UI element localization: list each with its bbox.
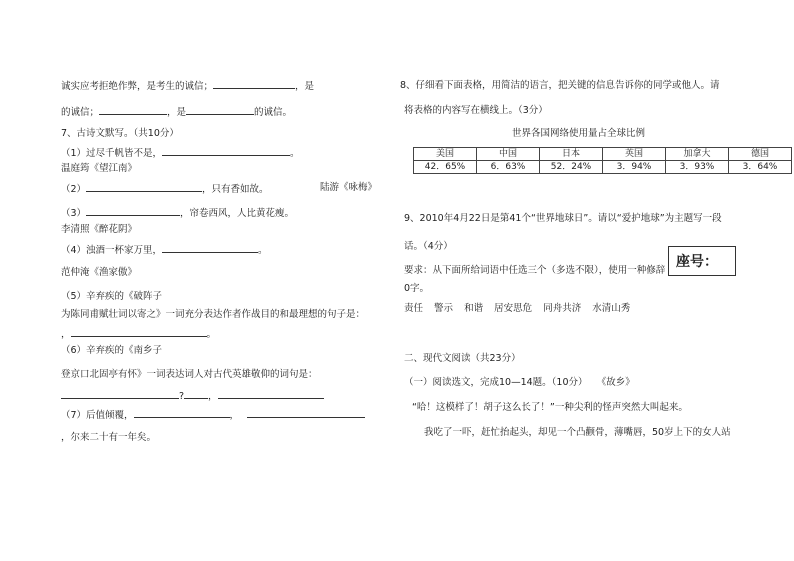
q7-item-2: （2） ，只有香如故。	[61, 184, 269, 195]
question-9-line-2: 话。（4分）	[404, 241, 453, 252]
answer-blank[interactable]	[86, 182, 202, 192]
question-9-requirement-end: 0字。	[404, 283, 430, 294]
answer-blank[interactable]	[184, 389, 208, 399]
passage-paragraph-2: 我吃了一吓，赶忙抬起头，却见一个凸颧骨，薄嘴唇，50岁上下的女人站	[424, 427, 731, 438]
line-integrity-1: 诚实应考拒绝作弊，是考生的诚信； ，是	[61, 81, 315, 92]
table-title: 世界各国网络使用量占全球比例	[512, 128, 646, 139]
question-8-line-1: 8、仔细看下面表格，用简洁的语言，把关键的信息告诉你的同学或他人。请	[400, 80, 720, 91]
table-header-cell: 美国	[414, 148, 477, 161]
q7-item-3-source: 李清照《醉花阴》	[61, 224, 138, 235]
word-item: 责任	[404, 303, 424, 314]
table-value-row	[414, 161, 792, 174]
table-value-cell: 3．94%	[603, 161, 666, 174]
table-header-cell: 加拿大	[666, 148, 729, 161]
answer-blank[interactable]	[134, 408, 230, 418]
answer-blank[interactable]	[247, 408, 365, 418]
answer-blank[interactable]	[86, 206, 180, 216]
reading-subsection-heading: （一）阅读选文，完成10—14题。（10分） 《故乡》	[404, 377, 635, 388]
q7-item-5: （5）辛弃疾的《破阵子	[61, 291, 163, 302]
word-item: 和谐	[464, 303, 484, 314]
answer-blank[interactable]	[61, 389, 179, 399]
table-header-cell: 中国	[477, 148, 540, 161]
answer-blank[interactable]	[218, 389, 324, 399]
table-value-cell: 3．64%	[729, 161, 792, 174]
section-2-heading: 二、现代文阅读（共23分）	[404, 353, 521, 364]
word-item: 同舟共济	[543, 303, 582, 314]
line-integrity-2: 的诚信； ，是 的诚信。	[61, 107, 293, 118]
q7-item-4: （4）浊酒一杯家万里， 。	[61, 245, 268, 256]
seat-number-box: 座号：	[668, 246, 736, 276]
q7-item-7-end: ，尔来二十有一年矣。	[61, 432, 157, 443]
q7-item-1-source: 温庭筠《望江南》	[61, 163, 138, 174]
question-9-requirement: 要求：从下面所给词语中任选三个（多选不限），使用一种修辞	[404, 265, 666, 276]
q7-item-5-answer: ， 。	[61, 329, 217, 340]
q7-item-7: （7）后值倾覆， ，	[61, 408, 365, 422]
passage-paragraph-1: “哈！这模样了！胡子这么长了！”一种尖利的怪声突然大叫起来。	[412, 402, 688, 413]
table-header-row	[414, 148, 792, 161]
answer-blank[interactable]	[186, 105, 254, 115]
usage-table	[413, 147, 792, 174]
table-header-cell: 德国	[729, 148, 792, 161]
table-header-cell: 日本	[540, 148, 603, 161]
answer-blank[interactable]	[213, 79, 295, 89]
q7-item-5-prompt: 为陈同甫赋壮词以寄之》一词充分表达作者作战目的和最理想的句子是：	[61, 309, 366, 320]
word-item: 水清山秀	[592, 303, 631, 314]
table-value-cell: 3．93%	[666, 161, 729, 174]
q7-item-3: （3） ，帘卷西风，人比黄花瘦。	[61, 208, 295, 219]
table-value-cell: 6．63%	[477, 161, 540, 174]
answer-blank[interactable]	[162, 146, 290, 156]
word-item: 警示	[434, 303, 454, 314]
answer-blank[interactable]	[162, 243, 258, 253]
q7-item-4-source: 范仲淹《渔家傲》	[61, 267, 138, 278]
answer-blank[interactable]	[71, 327, 207, 337]
passage-title: 《故乡》	[601, 377, 635, 388]
question-8-line-2: 将表格的内容写在横线上。（3分）	[404, 105, 548, 116]
q7-item-6: （6）辛弃疾的《南乡子	[61, 345, 163, 356]
question-7-heading: 7、古诗文默写。（共10分）	[61, 128, 179, 139]
word-item: 居安思危	[494, 303, 533, 314]
table-value-cell: 52．24%	[540, 161, 603, 174]
table-header-cell: 英国	[603, 148, 666, 161]
table-value-cell: 42．65%	[414, 161, 477, 174]
q7-item-6-prompt: 登京口北固亭有怀》一词表达词人对古代英雄敬仰的词句是：	[61, 369, 318, 380]
q7-item-1: （1）过尽千帆皆不是， 。	[61, 148, 300, 159]
q7-item-6-answer: ? ，	[61, 389, 324, 403]
answer-blank[interactable]	[99, 105, 167, 115]
question-9-line-1: 9、2010年4月22日是第41个“世界地球日”。请以“爱护地球”为主题写一段	[404, 213, 722, 224]
word-list	[404, 303, 630, 315]
q7-item-2-source: 陆游《咏梅》	[320, 182, 378, 193]
